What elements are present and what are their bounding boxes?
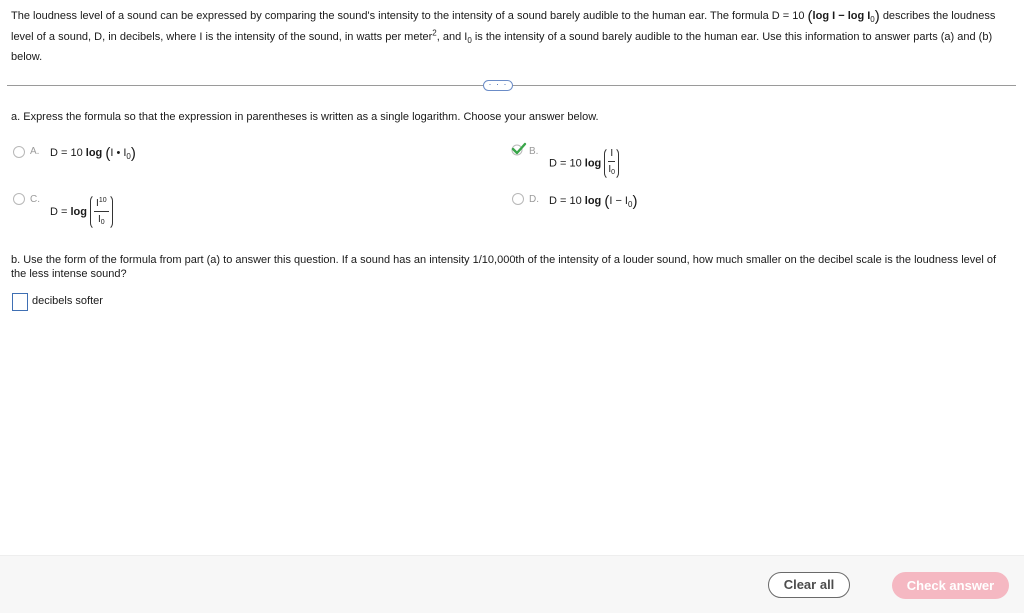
option-a-formula: D = 10 log (I • $I_0$): [50, 145, 136, 162]
part-a-prompt: a. Express the formula so that the expression in parentheses is written as a single logarithm. Choose your answer below.: [11, 111, 599, 123]
option-a-radio[interactable]: [13, 146, 25, 158]
checkmark-icon: [511, 142, 527, 159]
option-b-letter: B.: [529, 146, 539, 157]
part-b-prompt: b. Use the form of the formula from part (a) to answer this question. If a sound has an intensity 1/10,000th of the intensity of a louder sound, how much smaller on the decibel scale is the loudness level of the less intense sound?: [11, 254, 997, 280]
option-d-radio[interactable]: [512, 193, 524, 205]
inline-formula: log I − log I: [812, 10, 871, 22]
option-c-letter: C.: [30, 194, 40, 205]
option-d-formula: D = 10 $\log (I - I_0)$: [549, 193, 638, 210]
option-d-letter: D.: [529, 194, 539, 205]
clear-all-button[interactable]: Clear all: [768, 572, 850, 598]
option-c-radio[interactable]: [13, 193, 25, 205]
footer-bar: [0, 555, 1024, 613]
expand-more-button[interactable]: · · ·: [483, 80, 513, 91]
problem-statement: The loudness level of a sound can be expressed by comparing the sound's intensity to the intensity of a sound barely audible to the human ear. The formula D = 10 (log $I - \log I_0$) describes the loudness level of a sound, D, in decibels, where I is the intensity of the sound, in watts per meter$^2$, and $I_0$ is the intensity of a sound barely audible to the human ear. Use this information to answer parts (a) and (b) below.: [11, 8, 996, 63]
option-a-letter: A.: [30, 146, 40, 157]
option-c-formula: D = log $\frac{I^{10}}{I_0}$: [50, 194, 113, 230]
answer-input[interactable]: [12, 293, 28, 311]
answer-suffix-label: decibels softer: [32, 295, 103, 307]
option-b-formula: D = 10 log $\frac{I}{I_0}$: [549, 147, 619, 180]
check-answer-button[interactable]: Check answer: [892, 572, 1009, 599]
